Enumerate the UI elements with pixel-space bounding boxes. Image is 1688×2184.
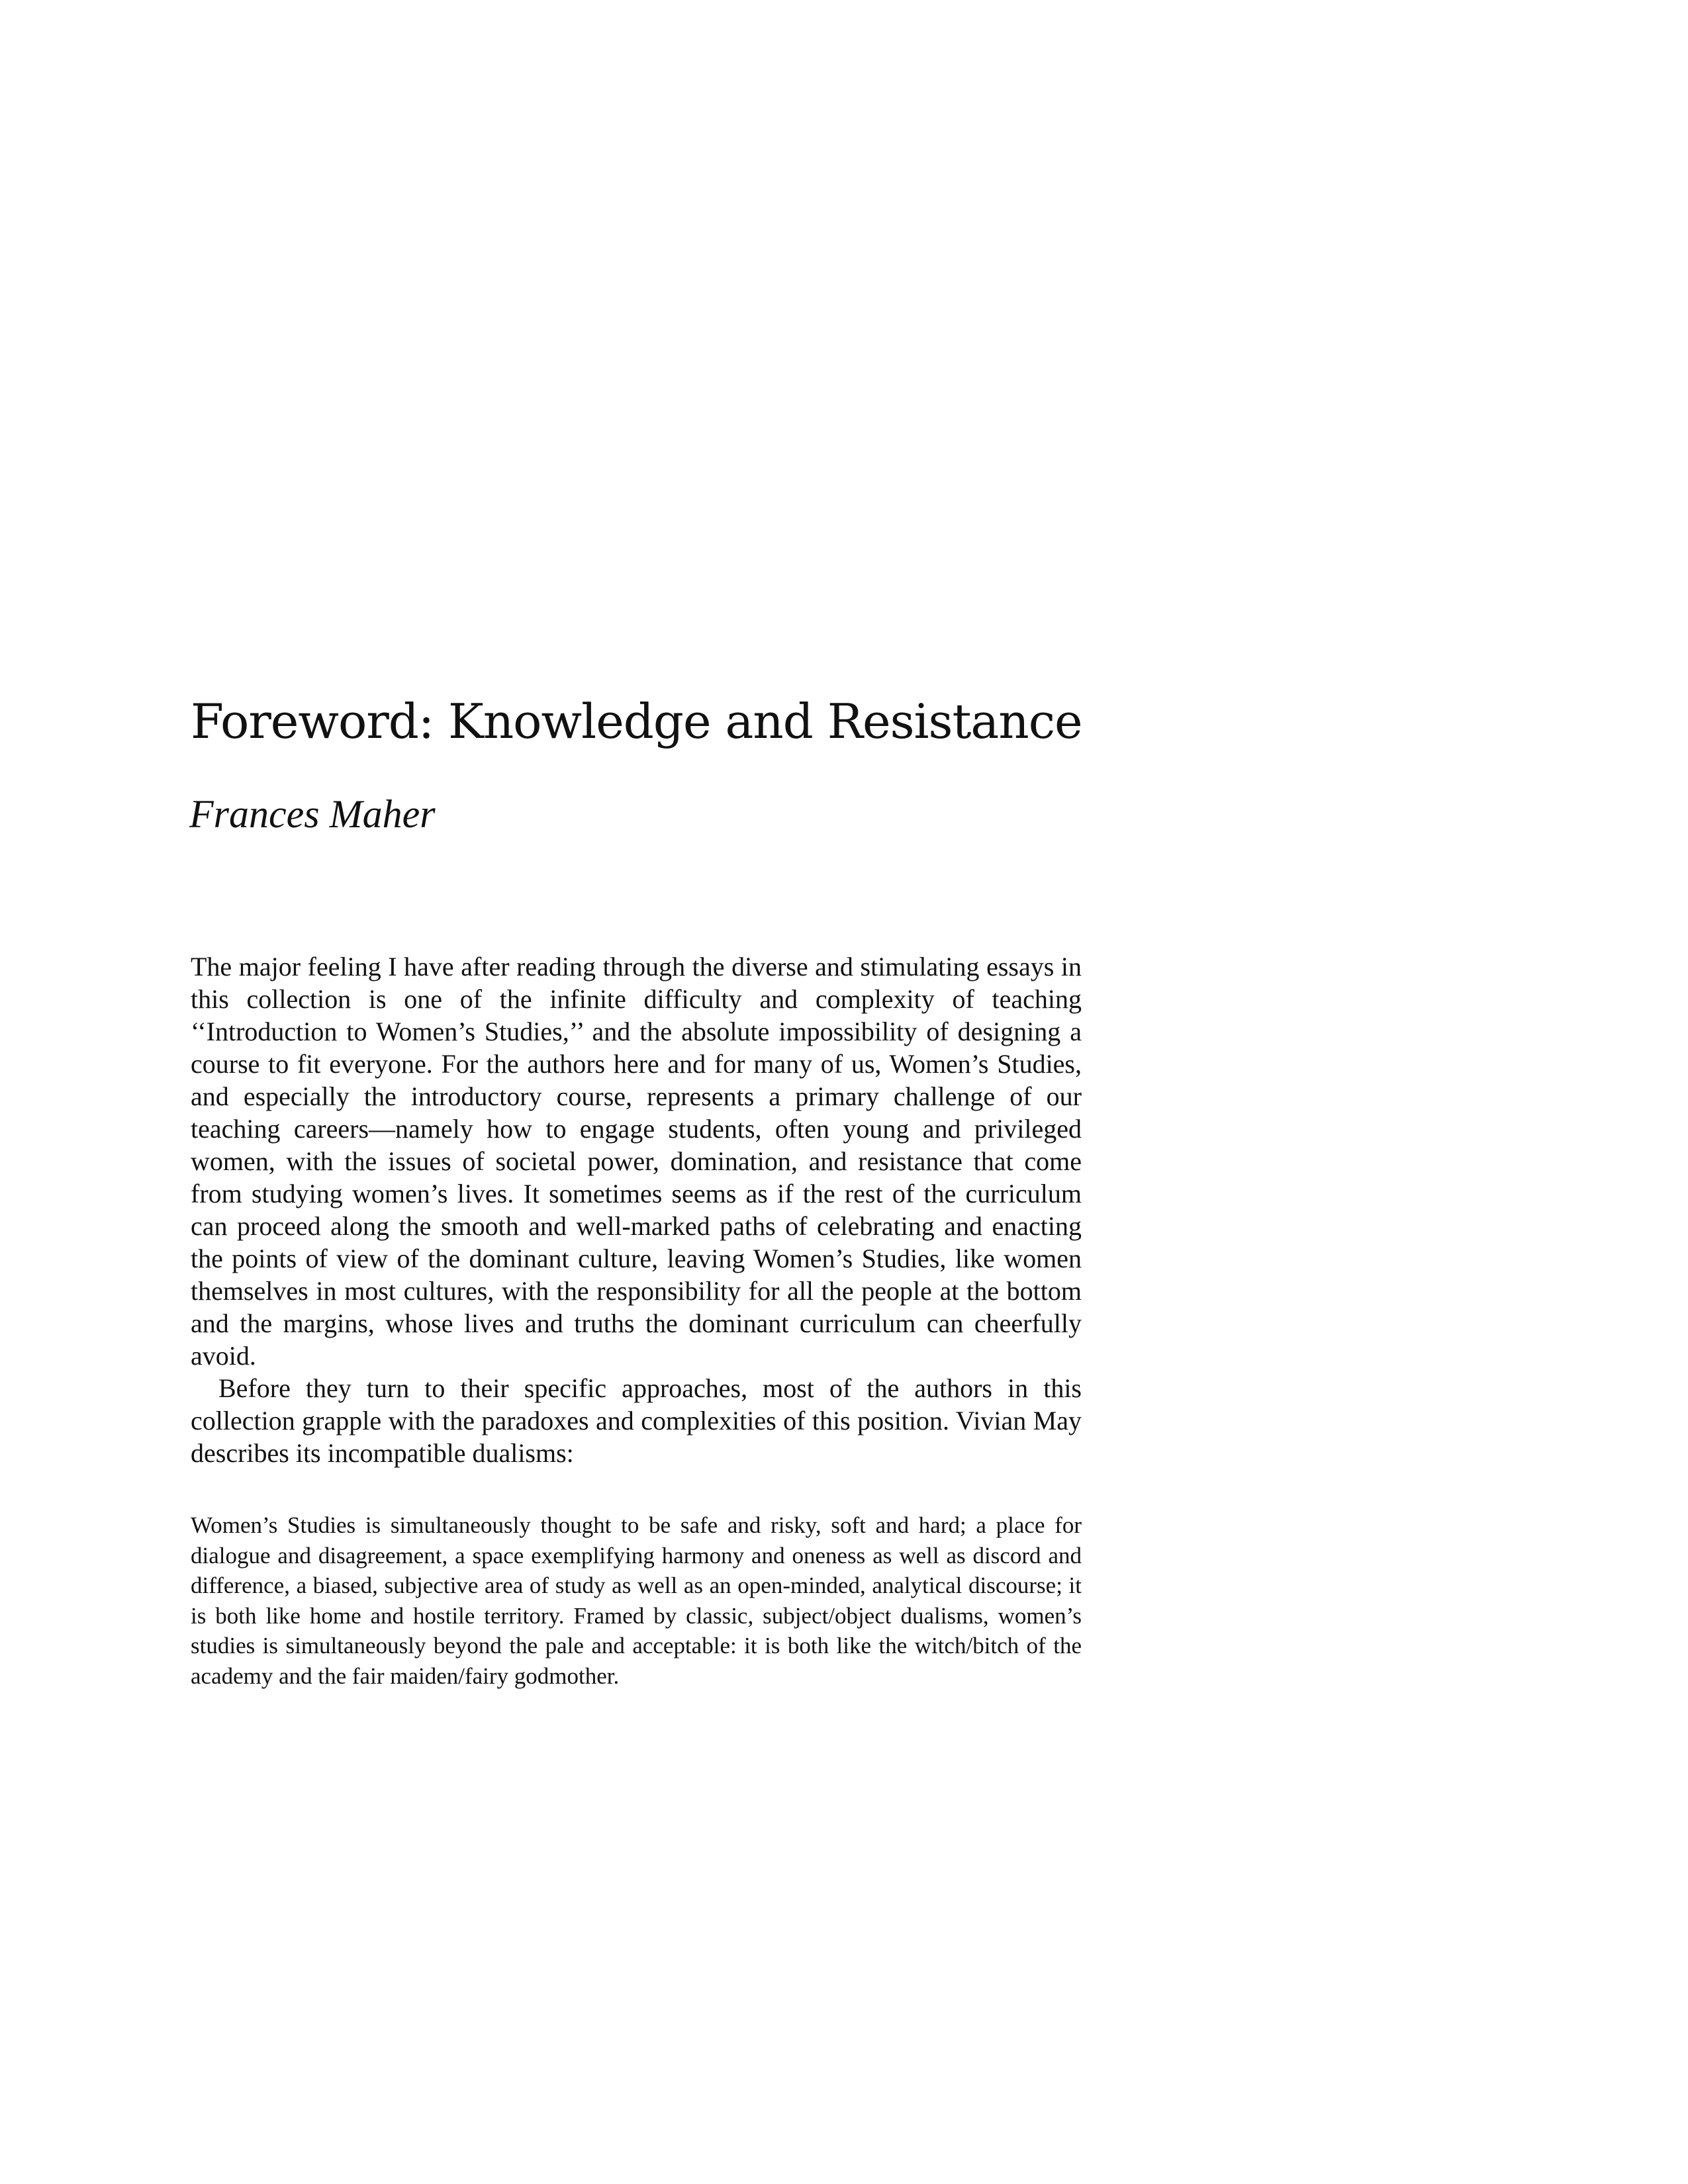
body-paragraph: Before they turn to their specific approaches, most of the authors in this collection grapple with the paradoxes and complexities of this position. Vivian May describes its incompatible dualisms: [191,1373,1082,1468]
chapter-author: Frances Maher [189,792,436,836]
body-paragraph: The major feeling I have after reading through the diverse and stimulating essays in this collection is one of the infinite difficulty and complexity of teaching ‘‘Introduction to Women’s Studies,’’ and the absolute impossibility of designing a course to fit everyone. For the authors here and for many of us, Women’s Studies, and especially the introductory course, represents a primary challenge of our teaching careers—namely how to engage students, often young and privileged women, with the issues of societal power, domination, and resistance that come from studying women’s lives. It sometimes seems as if the rest of the curriculum can proceed along the smooth and well-marked paths of celebrating and enacting the points of view of the dominant culture, leaving Women’s Studies, like women themselves in most cultures, with the responsibility for all the people at the bottom and the margins, whose lives and truths the dominant curriculum can cheerfully avoid. [191,952,1082,1371]
body-text [191,950,1082,1469]
chapter-title: Foreword: Knowledge and Resistance [191,694,1082,749]
block-quote: Women’s Studies is simultaneously thought to be safe and risky, soft and hard; a place for dialogue and disagreement, a space exemplifying harmony and oneness as well as discord and difference, a biased, subjective area of study as well as an open-minded, analytical discourse; it is both like home and hostile territory. Framed by classic, subject/object dualisms, women’s studies is simultaneously beyond the pale and acceptable: it is both like the witch/bitch of the academy and the fair maiden/fairy godmother. [191,1512,1082,1689]
